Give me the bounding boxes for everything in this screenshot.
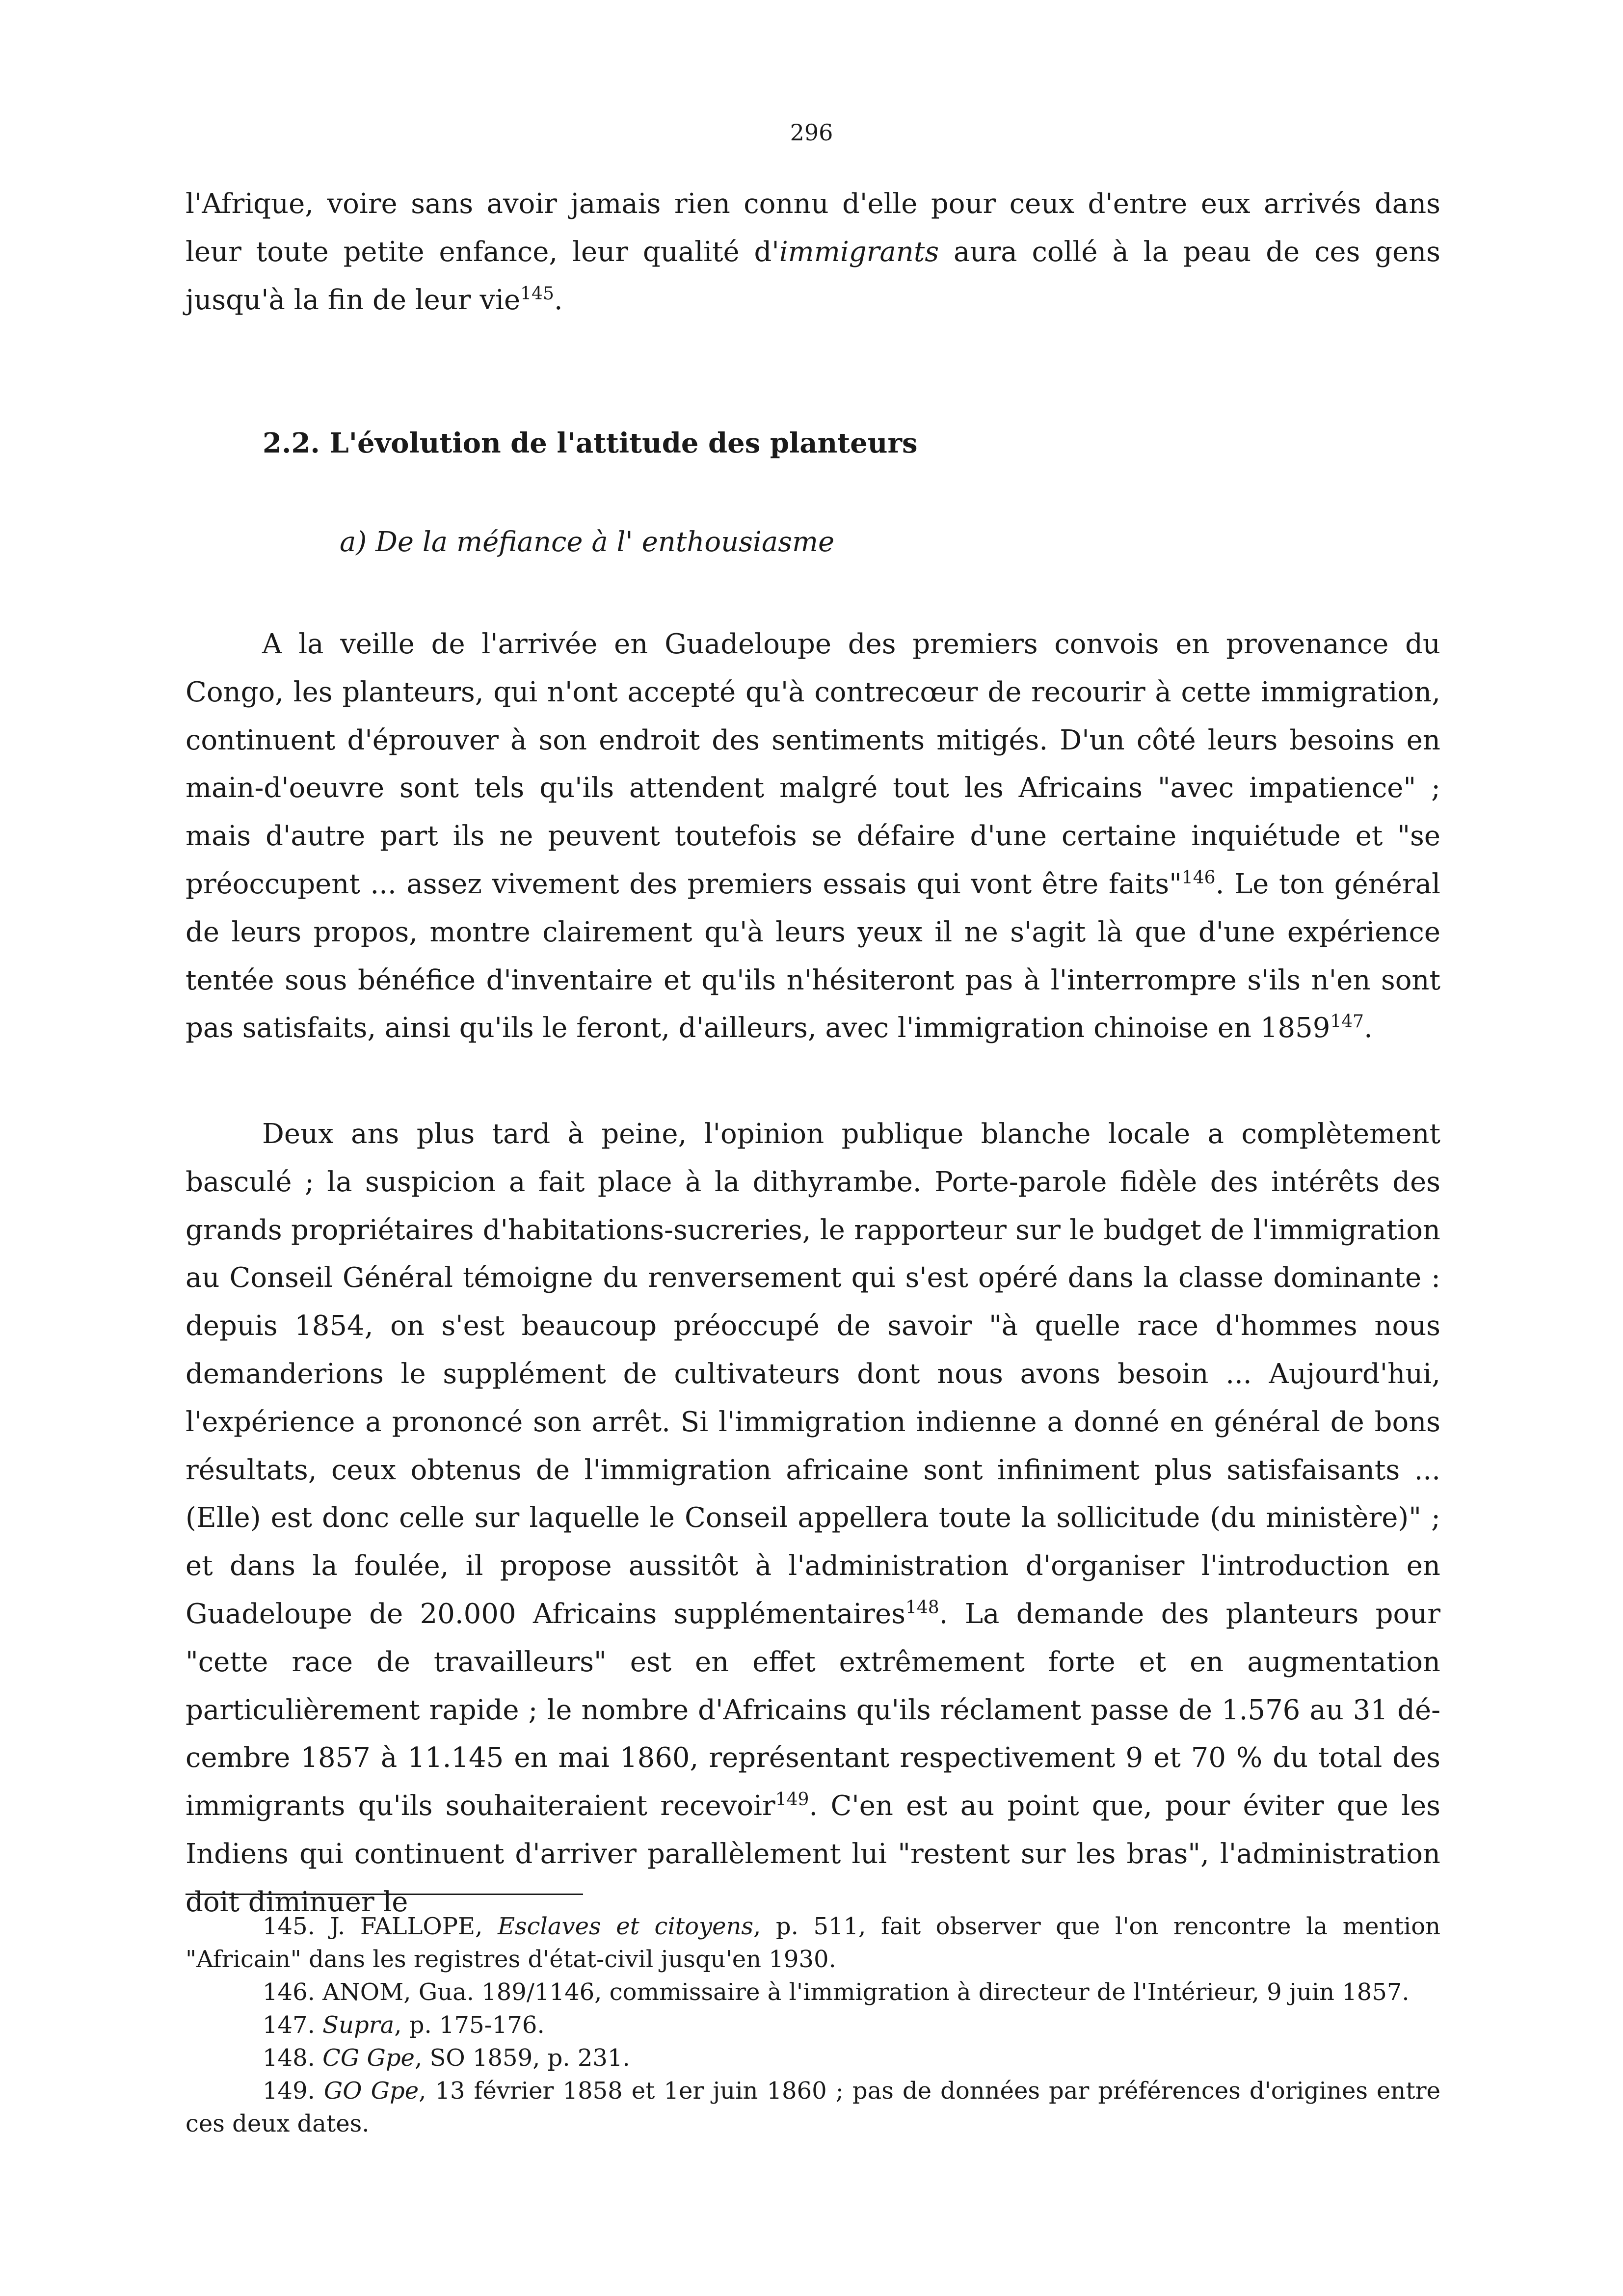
text-run: l'Afrique, voire sans avoir jamais rien connu d'elle pour ceux d'entre eux arrivés dans leur toute petite enfance, leur qualité d': [186, 188, 1440, 268]
page-number: 296: [790, 119, 833, 146]
footnote-148: 148. CG Gpe, SO 1859, p. 231.: [263, 2044, 630, 2072]
text-run: .: [554, 284, 563, 316]
subsection-heading: a) De la méfiance à l' enthousiasme: [340, 526, 835, 558]
footnote-ref-147: 147: [1330, 1012, 1364, 1032]
footnote-ref-145: 145: [520, 283, 554, 304]
text-run: .: [1364, 1012, 1373, 1044]
footnotes: [186, 1910, 1440, 2140]
footnote-145: 145. J. FALLOPE, Esclaves et citoyens, p. 511, fait observer que l'on rencontre la mention "Africain" dans les registres d'état-civil jusqu'en 1930.: [186, 1913, 1441, 1973]
paragraph-continuation: [186, 180, 1440, 324]
footnote-147: 147. Supra, p. 175-176.: [263, 2011, 545, 2039]
footnote-ref-146: 146: [1181, 867, 1216, 888]
text-run: aura collé à la peau de ces gens jusqu'à la fin de leur vie: [186, 236, 1440, 316]
emphasis-text: immigrants: [779, 236, 939, 268]
footnote-149: 149. GO Gpe, 13 février 1858 et 1er juin 1860 ; pas de données par préférences d'origines entre ces deux dates.: [186, 2077, 1440, 2137]
text-run: . La demande des planteurs pour "cette race de travailleurs" est en effet extrêmement forte et en augmentation particulièrement rapide ; le nombre d'Africains qu'ils réclament passe de 1.576 au 31 décembre 1857 à 11.145 en mai 1860, représentant respectivement 9 et 70 % du total des immigrants qu'ils souhaiteraient recevoir: [186, 1598, 1440, 1822]
footnote-ref-148: 148: [905, 1597, 939, 1618]
text-run: . C'en est au point que, pour éviter que les Indiens qui continuent d'arriver parallèlement lui "restent sur les bras", l'administration doit diminuer le: [186, 1790, 1440, 1918]
footnote-ref-149: 149: [775, 1789, 809, 1810]
footnote-separator: [186, 1894, 583, 1895]
paragraph-1: [186, 620, 1440, 1052]
paragraph-2: [186, 1110, 1440, 1926]
text-run: Deux ans plus tard à peine, l'opinion publique blanche locale a complètement basculé ; la suspicion a fait place à la dithyrambe. Porte-parole fidèle des intérêts des grands propriétaires d'habitations-sucreries, le rapporteur sur le budget de l'immigration au Conseil Général témoigne du renversement qui s'est opéré dans la classe dominante : depuis 1854, on s'est beaucoup préoccupé de savoir "à quelle race d'hommes nous demanderions le supplément de cultivateurs dont nous avons besoin ... Aujourd'hui, l'expérience a prononcé son arrêt. Si l'immigration indienne a donné en général de bons résultats, ceux obtenus de l'immigration africaine sont infiniment plus satisfaisants ... (Elle) est donc celle sur laquelle le Conseil appellera toute la sollicitude (du ministère)" ; et dans la foulée, il propose aussitôt à l'administration d'organiser l'introduction en Guadeloupe de 20.000 Africains supplémentaires: [186, 1118, 1440, 1630]
footnote-146: 146. ANOM, Gua. 189/1146, commissaire à l'immigration à directeur de l'Intérieur, 9 juin 1857.: [263, 1978, 1410, 2006]
text-run: A la veille de l'arrivée en Guadeloupe des premiers convois en provenance du Congo, les planteurs, qui n'ont accepté qu'à contrecœur de recourir à cette immigration, continuent d'éprouver à son endroit des sentiments mitigés. D'un côté leurs besoins en main-d'oeuvre sont tels qu'ils attendent malgré tout les Africains "avec impatience" ; mais d'autre part ils ne peuvent toutefois se défaire d'une certaine inquiétude et "se préoccupent ... assez vivement des premiers essais qui vont être faits": [186, 628, 1440, 900]
section-heading: 2.2. L'évolution de l'attitude des planteurs: [263, 427, 918, 459]
text-run: . Le ton général de leurs propos, montre clairement qu'à leurs yeux il ne s'agit là que d'une expérience tentée sous bénéfice d'inventaire et qu'ils n'hésiteront pas à l'interrompre s'ils n'en sont pas satisfaits, ainsi qu'ils le feront, d'ailleurs, avec l'immigration chinoise en 1859: [186, 868, 1441, 1044]
